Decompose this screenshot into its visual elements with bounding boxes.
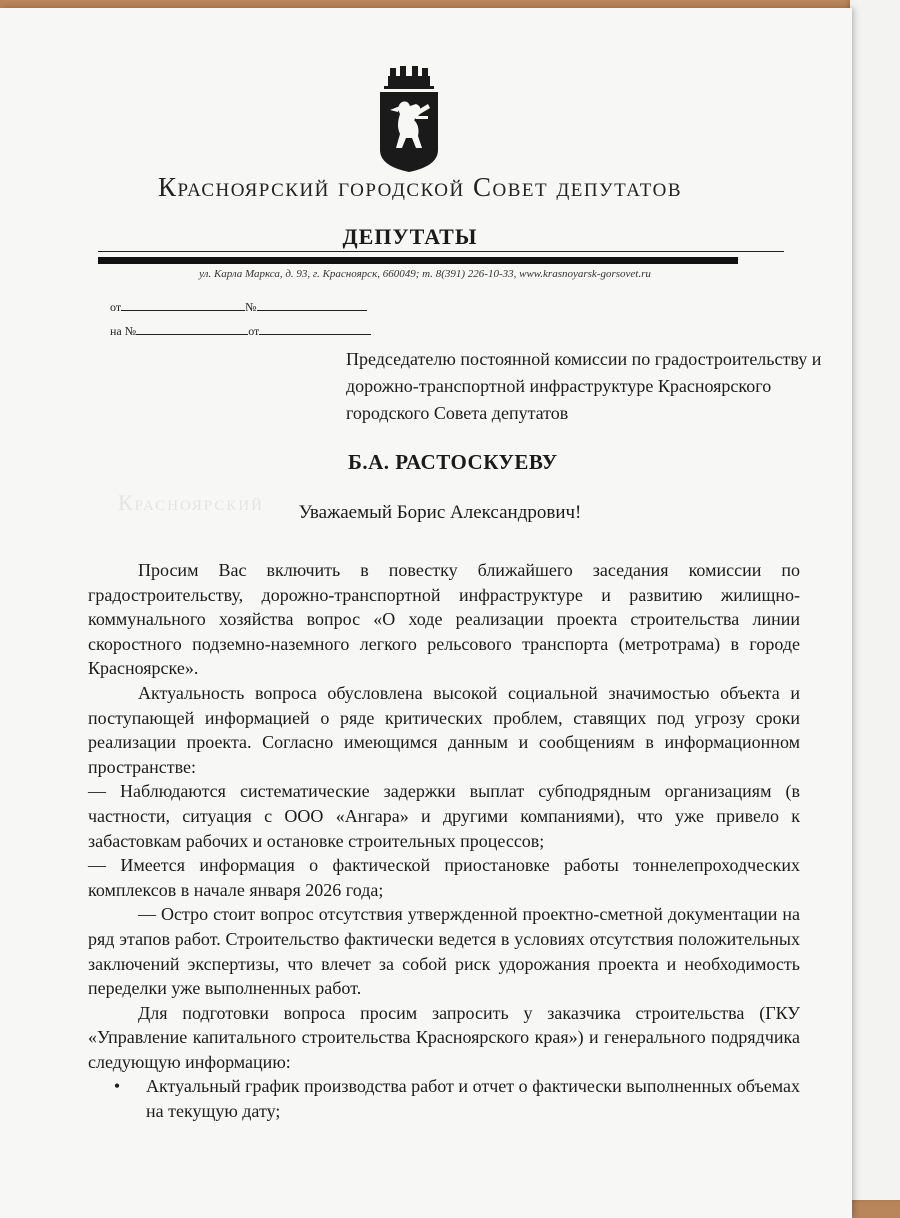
divider-thick bbox=[98, 257, 738, 264]
paragraph: Актуальность вопроса обусловлена высокой социальной значимостью объекта и поступающей информацией о ряде критических проблем, ставящих под угрозу сроки реализации проекта. Согласно имеющимся данным и сообщениям в информационном пространстве: bbox=[88, 682, 800, 777]
list-item bbox=[88, 1074, 800, 1123]
paragraph: Просим Вас включить в повестку ближайшего заседания комиссии по градостроительству, дорожно-транспортной инфраструктуре и развитию жилищно-коммунального хозяйства вопрос «О ходе реализации проекта строительства линии скоростного подземно-наземного легкого рельсового транспорта (метротрама) в городе Красноярске». bbox=[88, 560, 800, 679]
coat-of-arms-icon bbox=[376, 66, 442, 174]
registration-line-outgoing bbox=[110, 298, 367, 315]
dash-item: — Остро стоит вопрос отсутствия утвержденной проектно-сметной документации на ряд этапов работ. Строительство фактически ведется в условиях отсутствия положительных заключений экспертизы, что влечет за собой риск удорожания проекта и необходимость переделки уже выполненных работ. bbox=[88, 904, 800, 999]
addressee-name: Б.А. РАСТОСКУЕВУ bbox=[348, 450, 558, 474]
greeting: Уважаемый Борис Александрович! bbox=[298, 502, 582, 523]
registration-line-incoming bbox=[110, 322, 371, 339]
from-label-2: от bbox=[248, 324, 260, 338]
council-name: Красноярский городской Совет депутатов bbox=[157, 172, 683, 202]
contact-address: ул. Карла Маркса, д. 93, г. Красноярск, 660049; т. 8(391) 226-10-33, www.krasnoyarsk-gorsovet.ru bbox=[199, 268, 651, 280]
dash-item: — Имеется информация о фактической приостановке работы тоннелепроходческих комплексов в начале января 2026 года; bbox=[88, 855, 800, 900]
on-number-label: на № bbox=[110, 324, 137, 338]
letter-page bbox=[0, 8, 852, 1218]
from-label: от bbox=[110, 300, 122, 314]
number-label: № bbox=[245, 300, 257, 314]
bleed-through-watermark: Красноярский bbox=[118, 490, 264, 515]
list-item-text: Актуальный график производства работ и отчет о фактически выполненных объемах на текущую дату; bbox=[146, 1076, 800, 1122]
dash-item: — Наблюдаются систематические задержки выплат субподрядным организациям (в частности, ситуация с ООО «Ангара» и другими компаниями), что уже привело к забастовкам рабочих и остановке строительных процессов; bbox=[88, 781, 800, 851]
bullet-icon: • bbox=[113, 1076, 121, 1097]
paragraph: Для подготовки вопроса просим запросить у заказчика строительства (ГКУ «Управление капитального строительства Красноярского края») и генерального подрядчика следующую информацию: bbox=[88, 1002, 800, 1072]
divider-thin bbox=[98, 251, 784, 252]
addressee-block: Председателю постоянной комиссии по градостроительству и дорожно-транспортной инфраструктуре Красноярского городского Совета депутатов bbox=[346, 349, 822, 423]
adjacent-sheet bbox=[850, 0, 900, 1200]
letterhead-subtitle: ДЕПУТАТЫ bbox=[342, 224, 478, 249]
letter-body bbox=[88, 558, 800, 1124]
